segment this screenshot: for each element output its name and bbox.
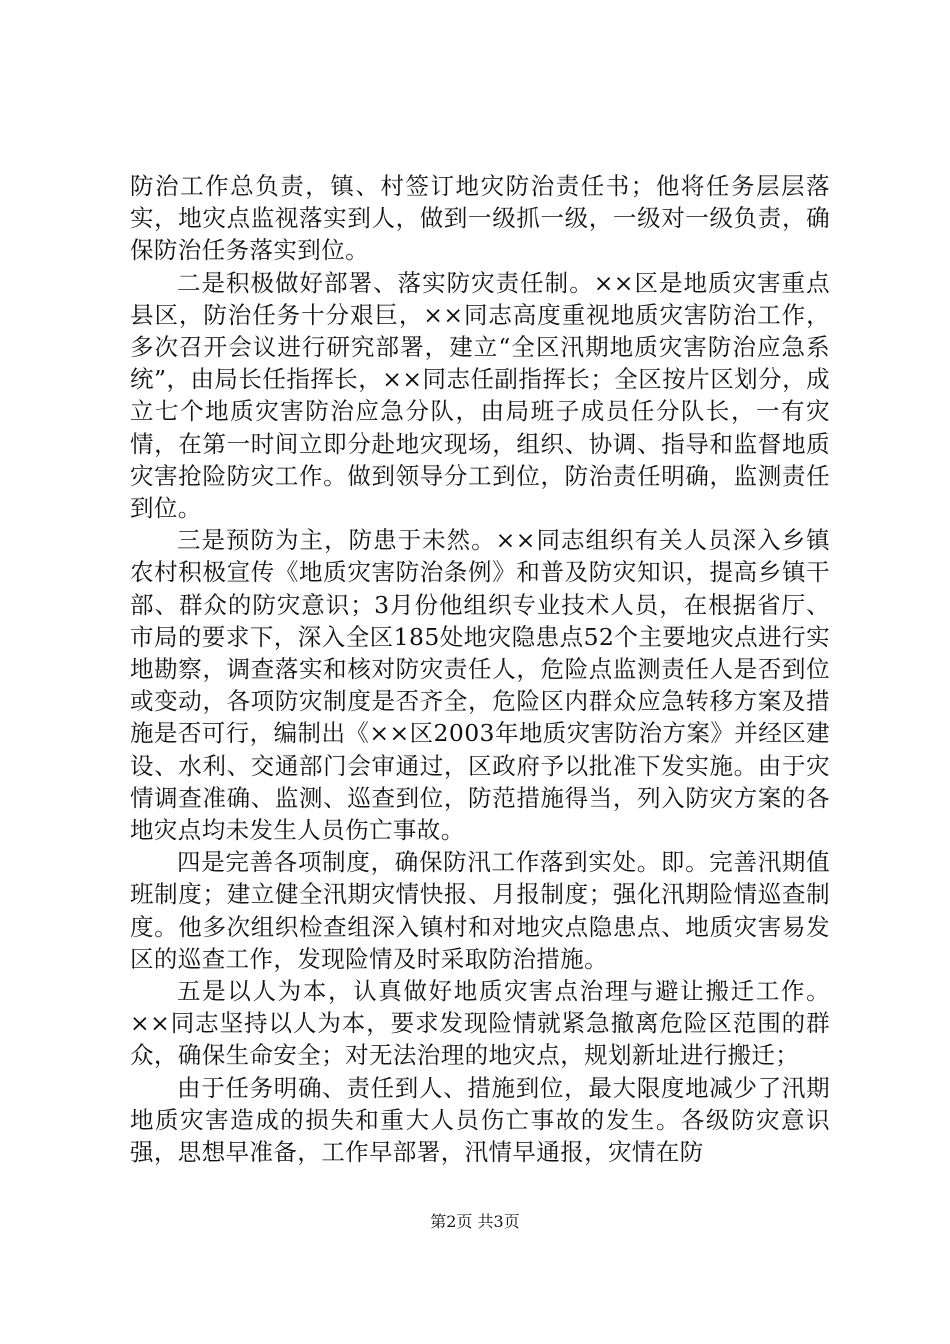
paragraph-5: 五是以人为本，认真做好地质灾害点治理与避让搬迁工作。××同志坚持以人为本，要求发现险情就紧急撤离危险区范围的群众，确保生命安全；对无法治理的地灾点，规划新址进行搬迁；: [130, 977, 830, 1070]
paragraph-3: 三是预防为主，防患于未然。××同志组织有关人员深入乡镇农村积极宣传《地质灾害防治条例》和普及防灾知识，提高乡镇干部、群众的防灾意识；3月份他组织专业技术人员，在根据省厅、市局的要求下，深入全区185处地灾隐患点52个主要地灾点进行实地勘察，调查落实和核对防灾责任人，危险点监测责任人是否到位或变动，各项防灾制度是否齐全，危险区内群众应急转移方案及措施是否可行，编制出《××区2003年地质灾害防治方案》并经区建设、水利、交通部门会审通过，区政府予以批准下发实施。由于灾情调查准确、监测、巡查到位，防范措施得当，列入防灾方案的各地灾点均未发生人员伤亡事故。: [130, 526, 830, 845]
document-body: [130, 170, 830, 1168]
paragraph-4: 四是完善各项制度，确保防汛工作落到实处。即。完善汛期值班制度；建立健全汛期灾情快报、月报制度；强化汛期险情巡查制度。他多次组织检查组深入镇村和对地灾点隐患点、地质灾害易发区的巡查工作，发现险情及时采取防治措施。: [130, 848, 830, 973]
paragraph-2: 二是积极做好部署、落实防灾责任制。××区是地质灾害重点县区，防治任务十分艰巨，××同志高度重视地质灾害防治工作，多次召开会议进行研究部署，建立“全区汛期地质灾害防治应急系统”，由局长任指挥长，××同志任副指挥长；全区按片区划分，成立七个地质灾害防治应急分队，由局班子成员任分队长，一有灾情，在第一时间立即分赴地灾现场，组织、协调、指导和监督地质灾害抢险防灾工作。做到领导分工到位，防治责任明确，监测责任到位。: [130, 268, 830, 523]
paragraph-1: 防治工作总负责，镇、村签订地灾防治责任书；他将任务层层落实，地灾点监视落实到人，做到一级抓一级，一级对一级负责，确保防治任务落实到位。: [130, 172, 830, 265]
page-footer: 第2页 共3页: [430, 1212, 520, 1231]
paragraph-6: 由于任务明确、责任到人、措施到位，最大限度地减少了汛期地质灾害造成的损失和重大人员伤亡事故的发生。各级防灾意识强，思想早准备，工作早部署，汛情早通报，灾情在防: [130, 1073, 830, 1167]
